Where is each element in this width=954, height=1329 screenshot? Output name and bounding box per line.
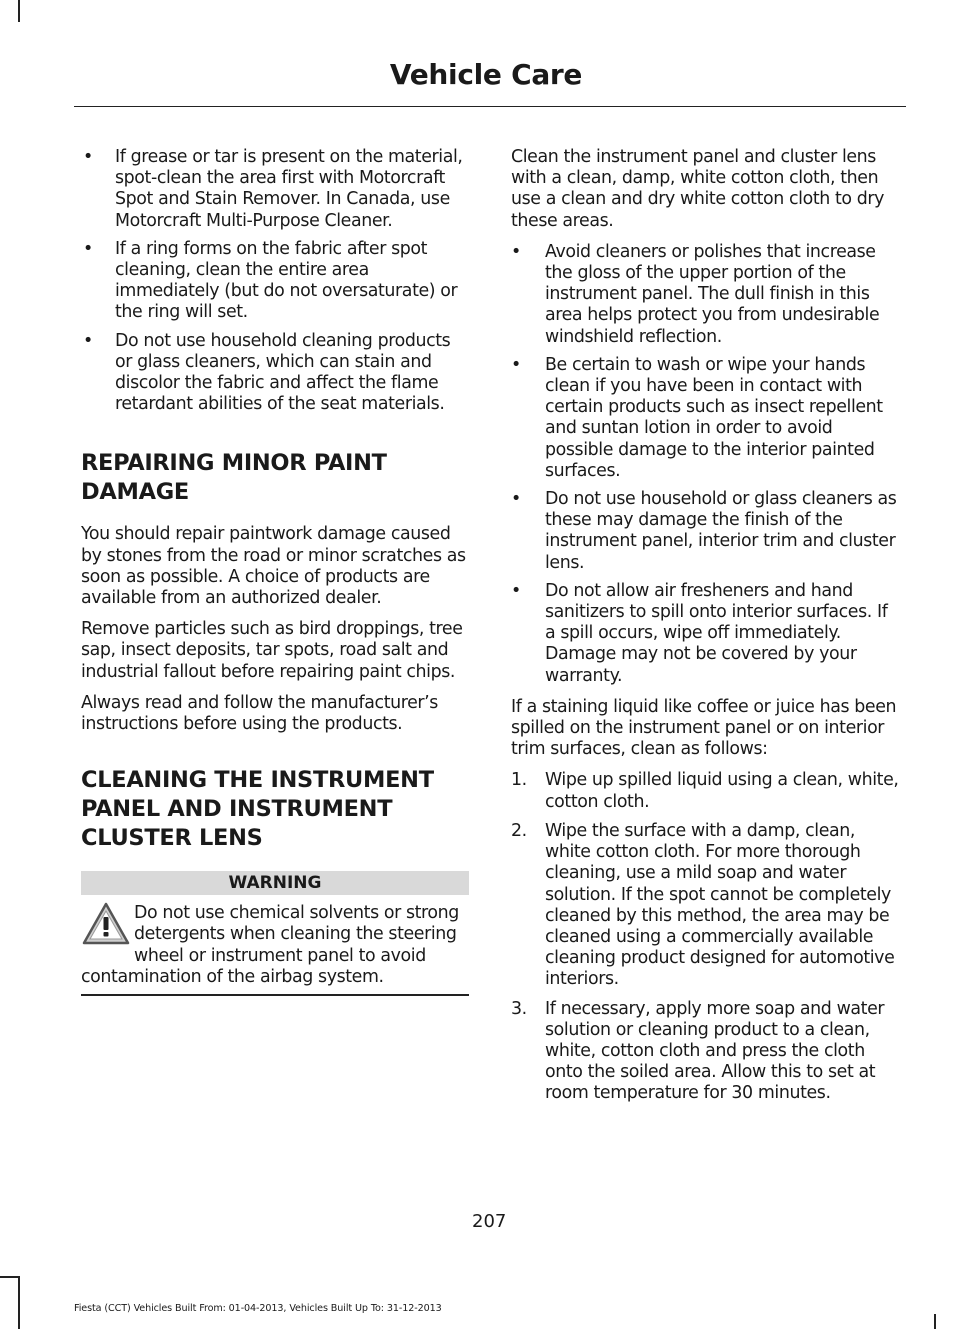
list-item-text: Do not use household cleaning products or glass cleaners, which can stain and discolor the fabric and affect the flame retardant abilities of the seat materials. [115, 330, 451, 415]
warning-box [81, 871, 469, 996]
left-column [81, 147, 471, 996]
list-item [511, 581, 901, 687]
list-item [511, 489, 901, 574]
list-item [511, 242, 901, 348]
list-item-text: If a ring forms on the fabric after spot cleaning, clean the entire area immediately (but do not oversaturate) or the ring will set. [115, 238, 458, 323]
bullet-marker: • [83, 147, 93, 167]
list-item-text: Avoid cleaners or polishes that increase the gloss of the upper portion of the instrument panel. The dull finish in this area helps protect you from undesirable windshield reflection. [545, 241, 880, 347]
title-divider [74, 106, 906, 107]
crop-mark [0, 1276, 20, 1278]
list-item-text: Do not use household or glass cleaners as these may damage the finish of the instrument panel, interior trim and cluster lens. [545, 489, 897, 573]
warning-body [81, 895, 469, 996]
bullet-marker: • [83, 330, 93, 351]
list-item [81, 331, 471, 416]
crop-mark [18, 0, 20, 22]
paragraph: Clean the instrument panel and cluster lens with a clean, damp, white cotton cloth, then use a clean and dry white cotton cloth to dry these areas. [511, 147, 885, 231]
precaution-bullet-list [511, 242, 901, 687]
step-text: Wipe the surface with a damp, clean, white cotton cloth. For more thorough cleaning, use a mild soap and water solution. If the spot cannot be completely cleaned by this method, the area may be cleaned using a commercially available cleaning product designed for automotive interiors. [545, 820, 895, 990]
paragraph: Remove particles such as bird droppings, tree sap, insect deposits, tar spots, road salt and industrial fallout before repairing paint chips. [81, 619, 463, 682]
crop-mark [934, 1314, 936, 1329]
bullet-marker: • [511, 489, 521, 510]
bullet-marker: • [511, 354, 521, 375]
fabric-bullet-list [81, 147, 471, 415]
list-item [511, 821, 901, 991]
paragraph: Always read and follow the manufacturer’s instructions before using the products. [81, 692, 438, 735]
list-item-text: Do not allow air fresheners and hand sanitizers to spill onto interior surfaces. If a spill occurs, wipe off immediately. Damage may not be covered by your warranty. [545, 580, 888, 686]
step-text: If necessary, apply more soap and water solution or cleaning product to a clean, white, cotton cloth and press the cloth onto the soiled area. Allow this to set at room temperature for 30 minutes. [545, 998, 885, 1104]
footer-text: Fiesta (CCT) Vehicles Built From: 01-04-2013, Vehicles Built Up To: 31-12-2013 [74, 1303, 442, 1314]
warning-triangle-icon [81, 901, 131, 947]
warning-text: Do not use chemical solvents or strong detergents when cleaning the steering wheel or instrument panel to avoid contamination of the airbag system. [81, 903, 459, 987]
section-heading-instrument-panel: CLEANING THE INSTRUMENT PANEL AND INSTRUMENT CLUSTER LENS [81, 767, 434, 852]
step-text: Wipe up spilled liquid using a clean, white, cotton cloth. [545, 770, 899, 812]
paragraph: If a staining liquid like coffee or juice has been spilled on the instrument panel or on interior trim surfaces, clean as follows: [511, 696, 897, 760]
list-item [511, 770, 901, 812]
list-item-text: Be certain to wash or wipe your hands clean if you have been in contact with certain products such as insect repellent and suntan lotion in order to avoid possible damage to the interior painted surfaces. [545, 354, 883, 481]
list-item [81, 239, 471, 324]
bullet-marker: • [511, 241, 521, 262]
bullet-marker: • [83, 238, 93, 259]
list-item [511, 999, 901, 1105]
list-item-text: If grease or tar is present on the material, spot-clean the area first with Motorcraft Spot and Stain Remover. In Canada, use Motorcraft Multi-Purpose Cleaner. [115, 147, 463, 231]
cleaning-steps-list [511, 770, 901, 1104]
paragraph: You should repair paintwork damage caused by stones from the road or minor scratches as soon as possible. A choice of products are available from an authorized dealer. [81, 524, 466, 609]
step-number: 2. [511, 820, 527, 841]
bullet-marker: • [511, 580, 521, 601]
right-column [511, 147, 901, 1113]
page-title: Vehicle Care [389, 58, 583, 91]
page-number: 207 [472, 1211, 507, 1232]
step-number: 1. [511, 770, 527, 791]
list-item [511, 355, 901, 482]
section-heading-paint-damage: REPAIRING MINOR PAINT DAMAGE [81, 450, 387, 506]
warning-label: WARNING [81, 871, 469, 895]
list-item [81, 147, 471, 232]
crop-mark [18, 1276, 20, 1329]
step-number: 3. [511, 998, 527, 1019]
